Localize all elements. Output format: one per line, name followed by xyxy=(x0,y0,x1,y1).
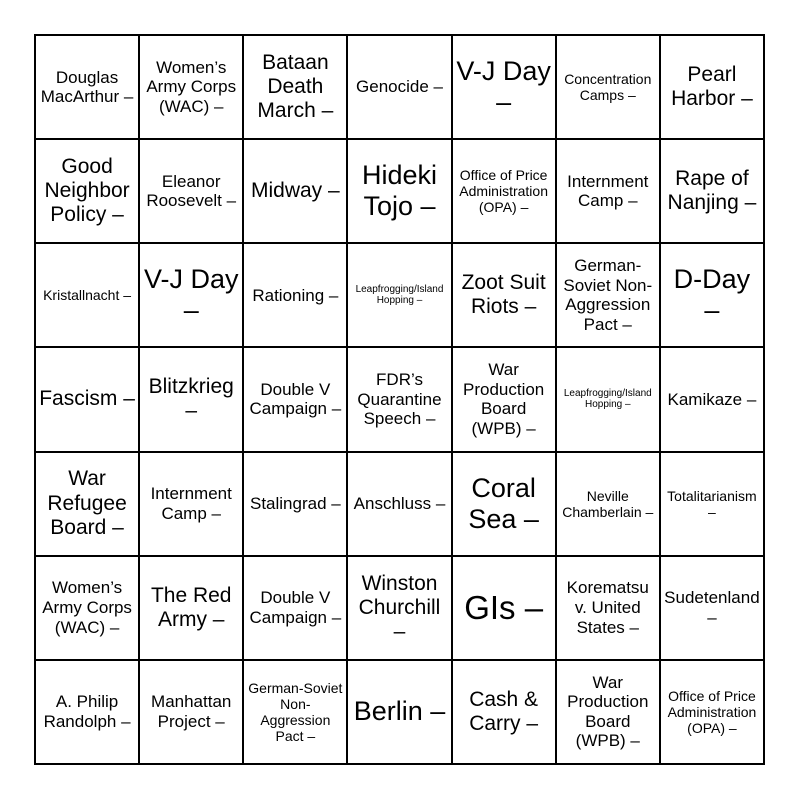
bingo-cell[interactable]: Leapfrogging/Island Hopping – xyxy=(556,347,660,451)
bingo-cell[interactable]: Bataan Death March – xyxy=(243,35,347,139)
bingo-cell[interactable]: Double V Campaign – xyxy=(243,556,347,660)
bingo-cell[interactable]: Hideki Tojo – xyxy=(347,139,451,243)
bingo-cell[interactable]: Rationing – xyxy=(243,243,347,347)
bingo-cell[interactable]: German-Soviet Non-Aggression Pact – xyxy=(243,660,347,764)
bingo-cell[interactable]: Kamikaze – xyxy=(660,347,764,451)
bingo-cell[interactable]: German-Soviet Non-Aggression Pact – xyxy=(556,243,660,347)
bingo-cell[interactable]: Office of Price Administration (OPA) – xyxy=(452,139,556,243)
bingo-cell[interactable]: GIs – xyxy=(452,556,556,660)
bingo-cell[interactable]: Douglas MacArthur – xyxy=(35,35,139,139)
bingo-cell[interactable]: D-Day – xyxy=(660,243,764,347)
bingo-cell[interactable]: Sudetenland – xyxy=(660,556,764,660)
bingo-cell[interactable]: Eleanor Roosevelt – xyxy=(139,139,243,243)
bingo-cell[interactable]: Zoot Suit Riots – xyxy=(452,243,556,347)
bingo-cell[interactable]: Cash & Carry – xyxy=(452,660,556,764)
bingo-cell[interactable]: Internment Camp – xyxy=(556,139,660,243)
bingo-cell[interactable]: Winston Churchill – xyxy=(347,556,451,660)
bingo-board xyxy=(34,34,765,765)
bingo-cell[interactable]: Blitzkrieg – xyxy=(139,347,243,451)
bingo-cell[interactable]: Good Neighbor Policy – xyxy=(35,139,139,243)
bingo-cell[interactable]: FDR’s Quarantine Speech – xyxy=(347,347,451,451)
bingo-cell[interactable]: V-J Day – xyxy=(452,35,556,139)
bingo-cell[interactable]: War Production Board (WPB) – xyxy=(556,660,660,764)
bingo-cell[interactable]: Fascism – xyxy=(35,347,139,451)
bingo-cell[interactable]: Women’s Army Corps (WAC) – xyxy=(139,35,243,139)
bingo-cell[interactable]: Genocide – xyxy=(347,35,451,139)
bingo-cell[interactable]: Berlin – xyxy=(347,660,451,764)
bingo-cell[interactable]: Rape of Nanjing – xyxy=(660,139,764,243)
bingo-cell[interactable]: Stalingrad – xyxy=(243,452,347,556)
bingo-cell[interactable]: Anschluss – xyxy=(347,452,451,556)
bingo-cell[interactable]: V-J Day – xyxy=(139,243,243,347)
bingo-cell[interactable]: Neville Chamberlain – xyxy=(556,452,660,556)
bingo-cell[interactable]: War Refugee Board – xyxy=(35,452,139,556)
bingo-cell[interactable]: Concentration Camps – xyxy=(556,35,660,139)
bingo-cell[interactable]: Pearl Harbor – xyxy=(660,35,764,139)
bingo-cell[interactable]: Kristallnacht – xyxy=(35,243,139,347)
bingo-cell[interactable]: Office of Price Administration (OPA) – xyxy=(660,660,764,764)
bingo-cell[interactable]: War Production Board (WPB) – xyxy=(452,347,556,451)
bingo-cell[interactable]: Totalitarianism – xyxy=(660,452,764,556)
bingo-cell[interactable]: Double V Campaign – xyxy=(243,347,347,451)
bingo-cell[interactable]: Manhattan Project – xyxy=(139,660,243,764)
bingo-cell[interactable]: Midway – xyxy=(243,139,347,243)
bingo-cell[interactable]: The Red Army – xyxy=(139,556,243,660)
bingo-cell[interactable]: Coral Sea – xyxy=(452,452,556,556)
bingo-cell[interactable]: Women’s Army Corps (WAC) – xyxy=(35,556,139,660)
bingo-cell[interactable]: A. Philip Randolph – xyxy=(35,660,139,764)
bingo-cell[interactable]: Korematsu v. United States – xyxy=(556,556,660,660)
bingo-cell[interactable]: Leapfrogging/Island Hopping – xyxy=(347,243,451,347)
bingo-cell[interactable]: Internment Camp – xyxy=(139,452,243,556)
